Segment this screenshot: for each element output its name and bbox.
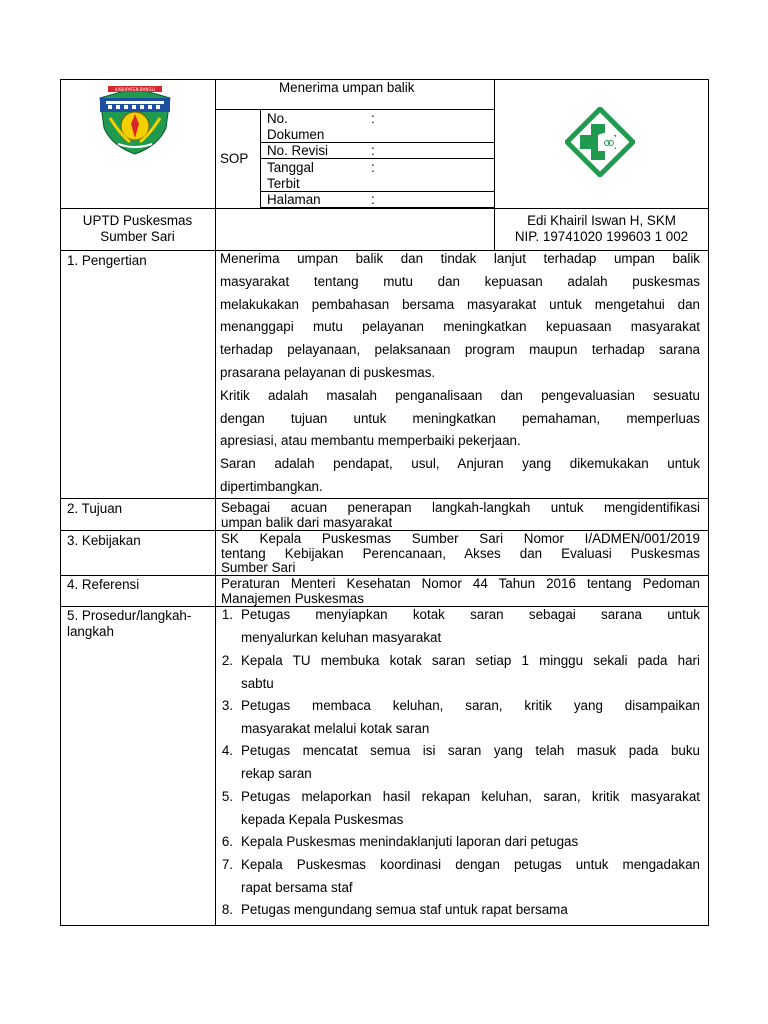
- field-label-no-revisi: No. Revisi: [267, 143, 329, 158]
- border-bottom: [60, 925, 709, 926]
- field-label-halaman: Halaman: [267, 192, 321, 207]
- kebijakan-text: SK Kepala Puskesmas Sumber Sari Nomor I/ADMEN/001/2019 tentang Kebijakan Perencanaan, Akses dan Evaluasi Puskesmas Sumber Sari: [221, 531, 700, 575]
- field-value-tanggal-terbit: :: [371, 160, 375, 175]
- field-value-halaman: :: [371, 192, 375, 207]
- field-label-tanggal-terbit: Tanggal Terbit: [267, 160, 314, 191]
- document-title: Menerima umpan balik: [279, 80, 415, 95]
- label-referensi: 4. Referensi: [67, 577, 140, 592]
- field-label-no-dokumen: No. Dokumen: [267, 111, 325, 142]
- label-prosedur: 5. Prosedur/langkah- langkah: [67, 608, 192, 639]
- label-pengertian: 1. Pengertian: [67, 253, 147, 268]
- border-title-bottom: [215, 109, 494, 110]
- border-right: [708, 79, 709, 926]
- pengertian-text: Menerima umpan balik dan tindak lanjut terhadap umpan balik masyarakat tentang mutu dan kepuasan adalah puskesmas melakukakan pembahasan bersama masyarakat untuk mengetahui dan menanggapi mutu pelayanan meningkatkan kepuasaan masyarakat terhadap pelayanaan, pelaksanaan program maupun terhadap sarana prasarana pelayanan di puskesmas. Kritik adalah masalah penganalisaan dan pengevaluasian sesuatu dengan tujuan untuk meningkatkan pemahaman, memperluas apresiasi, atau membantu memperbaiki pekerjaan. Saran adalah pendapat, usul, Anjuran yang dikemukakan untuk dipertimbangkan.: [220, 251, 700, 494]
- border-field-left: [260, 109, 261, 208]
- org-name: UPTD Puskesmas Sumber Sari: [82, 213, 193, 244]
- signer-block: [495, 213, 708, 245]
- svg-text:KABUPATEN BANGLI: KABUPATEN BANGLI: [115, 87, 155, 92]
- signer-nip: NIP. 19741020 199603 1 002: [514, 229, 689, 244]
- border-left: [60, 79, 61, 926]
- border-header-bottom: [60, 208, 709, 209]
- label-tujuan: 2. Tujuan: [67, 501, 123, 516]
- referensi-text: Peraturan Menteri Kesehatan Nomor 44 Tahun 2016 tentang Pedoman Manajemen Puskesmas: [221, 576, 700, 606]
- regional-emblem-logo: [94, 84, 176, 156]
- signer-name: Edi Khairil Iswan H, SKM: [527, 213, 676, 228]
- field-value-no-dokumen: :: [371, 111, 375, 126]
- tujuan-text: Sebagai acuan penerapan langkah-langkah untuk mengidentifikasi umpan balik dari masyarakat: [221, 500, 700, 530]
- sop-label: SOP: [220, 151, 249, 166]
- health-cross-logo: [565, 107, 635, 177]
- field-value-no-revisi: :: [371, 143, 375, 158]
- label-kebijakan: 3. Kebijakan: [67, 533, 141, 548]
